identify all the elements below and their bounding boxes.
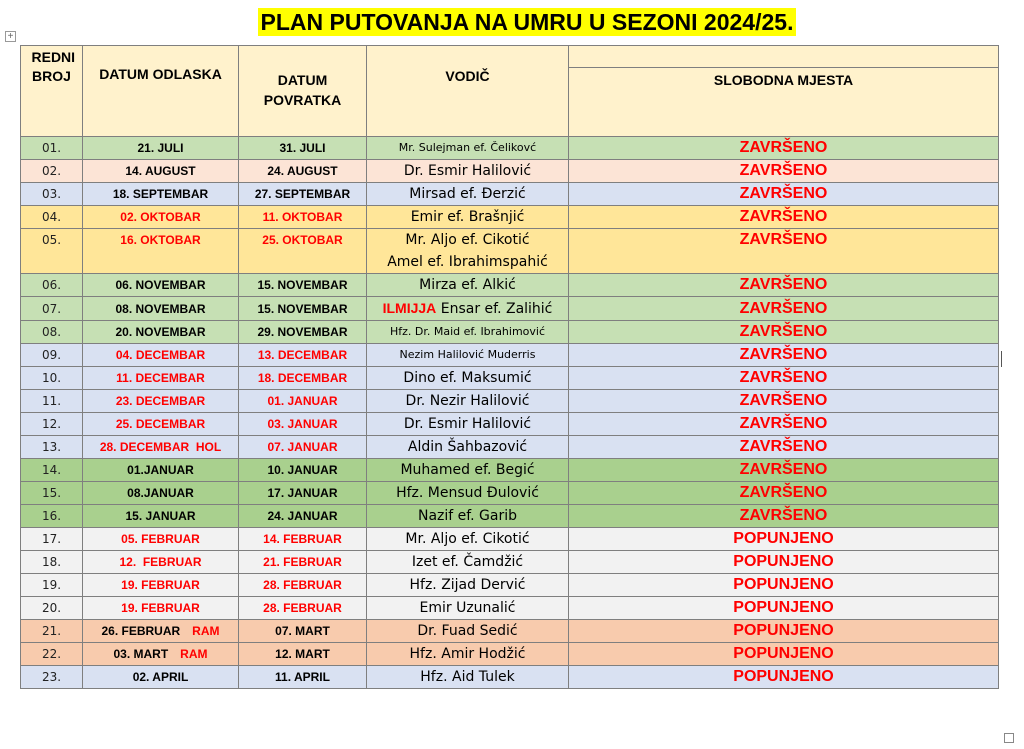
guide-name bbox=[367, 666, 569, 689]
departure-date bbox=[83, 505, 239, 528]
status-badge: ZAVRŠENO bbox=[569, 274, 999, 297]
guide-name-text: Izet ef. Čamdžić bbox=[411, 554, 524, 570]
guide-name bbox=[367, 643, 569, 666]
status-badge: ZAVRŠENO bbox=[569, 160, 999, 183]
return-date: 17. JANUAR bbox=[239, 482, 367, 505]
guide-name bbox=[367, 436, 569, 459]
guide-name bbox=[367, 482, 569, 505]
guide-name-text: Mr. Aljo ef. Cikotić bbox=[405, 232, 530, 248]
guide-name-text: Mr. Sulejman ef. Čelikovć bbox=[398, 141, 537, 154]
status-badge: ZAVRŠENO bbox=[569, 297, 999, 321]
table-body bbox=[21, 137, 999, 689]
status-badge: POPUNJENO bbox=[569, 528, 999, 551]
departure-date-text: 08. NOVEMBAR bbox=[115, 301, 206, 316]
departure-date bbox=[83, 297, 239, 321]
row-number: 23. bbox=[21, 666, 83, 689]
departure-date bbox=[83, 367, 239, 390]
guide-name bbox=[367, 528, 569, 551]
return-date: 07. JANUAR bbox=[239, 436, 367, 459]
status-badge: ZAVRŠENO bbox=[569, 137, 999, 160]
status-badge: POPUNJENO bbox=[569, 666, 999, 689]
departure-date-text: 15. JANUAR bbox=[125, 509, 196, 523]
return-date: 14. FEBRUAR bbox=[239, 528, 367, 551]
departure-date bbox=[83, 274, 239, 297]
guide-name-text: Hfz. Dr. Maid ef. Ibrahimović bbox=[389, 325, 546, 338]
status-badge: ZAVRŠENO bbox=[569, 482, 999, 505]
departure-date-text: 05. FEBRUAR bbox=[121, 532, 200, 546]
row-number: 10. bbox=[21, 367, 83, 390]
status-badge: ZAVRŠENO bbox=[569, 183, 999, 206]
table-row bbox=[21, 321, 999, 344]
return-date: 07. MART bbox=[239, 620, 367, 643]
guide-name bbox=[367, 620, 569, 643]
departure-date bbox=[83, 482, 239, 505]
table-row bbox=[21, 344, 999, 367]
row-number: 05. bbox=[21, 229, 83, 274]
title-wrap bbox=[0, 8, 1024, 36]
guide-name bbox=[367, 321, 569, 344]
row-number: 11. bbox=[21, 390, 83, 413]
guide-name-text: Mr. Aljo ef. Cikotić bbox=[405, 531, 530, 547]
row-number: 14. bbox=[21, 459, 83, 482]
return-date: 13. DECEMBAR bbox=[239, 344, 367, 367]
row-number: 09. bbox=[21, 344, 83, 367]
return-date: 11. OKTOBAR bbox=[239, 206, 367, 229]
return-date: 27. SEPTEMBAR bbox=[239, 183, 367, 206]
status-badge: ZAVRŠENO bbox=[569, 505, 999, 528]
row-number: 02. bbox=[21, 160, 83, 183]
return-date: 15. NOVEMBAR bbox=[239, 274, 367, 297]
guide-name-text: Mirsad ef. Đerzić bbox=[409, 186, 526, 202]
guide-name-text: Nezim Halilović Muderris bbox=[399, 348, 536, 361]
row-number: 19. bbox=[21, 574, 83, 597]
guide-name-text: Dr. Fuad Sedić bbox=[417, 623, 518, 639]
row-number: 15. bbox=[21, 482, 83, 505]
guide-name bbox=[367, 367, 569, 390]
row-number: 20. bbox=[21, 597, 83, 620]
return-date: 24. AUGUST bbox=[239, 160, 367, 183]
departure-date bbox=[83, 620, 239, 643]
status-badge: POPUNJENO bbox=[569, 620, 999, 643]
departure-date-text: 25. DECEMBAR bbox=[115, 417, 206, 431]
return-date: 12. MART bbox=[239, 643, 367, 666]
departure-date-text: 04. DECEMBAR bbox=[115, 348, 206, 362]
status-badge: ZAVRŠENO bbox=[569, 436, 999, 459]
departure-date bbox=[83, 206, 239, 229]
return-date: 25. OKTOBAR bbox=[239, 229, 367, 274]
table-row bbox=[21, 482, 999, 505]
departure-date bbox=[83, 390, 239, 413]
departure-date-text: 06. NOVEMBAR bbox=[115, 278, 206, 292]
row-number: 06. bbox=[21, 274, 83, 297]
status-badge: POPUNJENO bbox=[569, 574, 999, 597]
status-badge: ZAVRŠENO bbox=[569, 321, 999, 344]
table-move-handle-icon[interactable]: + bbox=[5, 31, 16, 42]
table-row bbox=[21, 643, 999, 666]
guide-name-text: Mirza ef. Alkić bbox=[419, 277, 516, 293]
guide-name-text: Hfz. Amir Hodžić bbox=[409, 646, 526, 662]
guide-name bbox=[367, 505, 569, 528]
departure-date bbox=[83, 183, 239, 206]
departure-date-text: 03. MART bbox=[113, 647, 169, 661]
row-number: 03. bbox=[21, 183, 83, 206]
table-row bbox=[21, 367, 999, 390]
departure-date bbox=[83, 436, 239, 459]
status-badge: ZAVRŠENO bbox=[569, 459, 999, 482]
return-date: 01. JANUAR bbox=[239, 390, 367, 413]
departure-tag: RAM bbox=[180, 647, 208, 661]
table-row bbox=[21, 551, 999, 574]
status-badge: ZAVRŠENO bbox=[569, 206, 999, 229]
departure-date-text: 01.JANUAR bbox=[127, 463, 194, 477]
row-number: 01. bbox=[21, 137, 83, 160]
departure-date bbox=[83, 229, 239, 274]
departure-date-text: 21. JULI bbox=[137, 141, 184, 155]
departure-date bbox=[83, 574, 239, 597]
text-cursor bbox=[1001, 351, 1002, 367]
status-badge: POPUNJENO bbox=[569, 551, 999, 574]
status-badge: POPUNJENO bbox=[569, 643, 999, 666]
guide-name bbox=[367, 551, 569, 574]
return-date: 18. DECEMBAR bbox=[239, 367, 367, 390]
return-date: 11. APRIL bbox=[239, 666, 367, 689]
header-datum-povratka: DATUM POVRATKA bbox=[239, 46, 367, 137]
row-number: 07. bbox=[21, 297, 83, 321]
row-number: 22. bbox=[21, 643, 83, 666]
table-row bbox=[21, 666, 999, 689]
departure-date-text: 16. OKTOBAR bbox=[120, 233, 201, 247]
departure-date bbox=[83, 321, 239, 344]
guide-name bbox=[367, 206, 569, 229]
departure-date-text: 23. DECEMBAR bbox=[115, 394, 206, 408]
status-badge: ZAVRŠENO bbox=[569, 413, 999, 436]
guide-prefix: ILMIJJA bbox=[382, 300, 437, 316]
guide-name bbox=[367, 574, 569, 597]
guide-name bbox=[367, 459, 569, 482]
departure-date-text: 20. NOVEMBAR bbox=[115, 325, 206, 339]
guide-name-text: Emir Uzunalić bbox=[419, 600, 516, 616]
guide-name-text: Hfz. Zijad Dervić bbox=[409, 577, 526, 593]
guide-name bbox=[367, 297, 569, 321]
guide-name-text: Hfz. Aid Tulek bbox=[420, 669, 515, 685]
header-row bbox=[21, 46, 999, 68]
guide-name bbox=[367, 390, 569, 413]
table-row bbox=[21, 160, 999, 183]
departure-date bbox=[83, 137, 239, 160]
departure-date bbox=[83, 344, 239, 367]
header-redni-broj: REDNI BROJ bbox=[21, 46, 83, 137]
departure-date-text: 28. DECEMBAR HOL bbox=[99, 440, 222, 454]
guide-name-text: Aldin Šahbazović bbox=[407, 439, 528, 455]
departure-date bbox=[83, 597, 239, 620]
row-number: 17. bbox=[21, 528, 83, 551]
table-row bbox=[21, 390, 999, 413]
table-row bbox=[21, 597, 999, 620]
table-row bbox=[21, 574, 999, 597]
return-date: 29. NOVEMBAR bbox=[239, 321, 367, 344]
departure-date bbox=[83, 459, 239, 482]
guide-name bbox=[367, 183, 569, 206]
return-date: 10. JANUAR bbox=[239, 459, 367, 482]
table-row bbox=[21, 297, 999, 321]
table-row bbox=[21, 413, 999, 436]
status-badge: ZAVRŠENO bbox=[569, 344, 999, 367]
departure-date bbox=[83, 413, 239, 436]
header-slobodna-mjesta: SLOBODNA MJESTA bbox=[569, 67, 999, 136]
table-row bbox=[21, 137, 999, 160]
departure-date bbox=[83, 551, 239, 574]
return-date: 21. FEBRUAR bbox=[239, 551, 367, 574]
guide-name bbox=[367, 413, 569, 436]
guide-name-text: Muhamed ef. Begić bbox=[400, 462, 535, 478]
header-vodic: VODIČ bbox=[367, 46, 569, 137]
header-spacer bbox=[569, 46, 999, 68]
return-date: 03. JANUAR bbox=[239, 413, 367, 436]
table-row bbox=[21, 183, 999, 206]
departure-date-text: 02. OKTOBAR bbox=[120, 210, 201, 224]
row-number: 21. bbox=[21, 620, 83, 643]
return-date: 24. JANUAR bbox=[239, 505, 367, 528]
guide-name bbox=[367, 274, 569, 297]
guide-name bbox=[367, 229, 569, 274]
departure-date bbox=[83, 528, 239, 551]
row-number: 13. bbox=[21, 436, 83, 459]
guide-name-text: Hfz. Mensud Đulović bbox=[396, 485, 539, 501]
table-resize-handle-icon[interactable] bbox=[1004, 733, 1014, 743]
page-title: PLAN PUTOVANJA NA UMRU U SEZONI 2024/25. bbox=[258, 8, 797, 36]
return-date: 28. FEBRUAR bbox=[239, 597, 367, 620]
guide-name-text: Emir ef. Brašnjić bbox=[410, 209, 525, 225]
departure-date-text: 26. FEBRUAR bbox=[101, 624, 181, 638]
table-row bbox=[21, 505, 999, 528]
departure-date-text: 02. APRIL bbox=[132, 670, 189, 684]
guide-name-text: Dino ef. Maksumić bbox=[403, 370, 532, 386]
departure-date-text: 18. SEPTEMBAR bbox=[112, 187, 209, 201]
departure-date-text: 14. AUGUST bbox=[125, 164, 196, 178]
status-badge: ZAVRŠENO bbox=[569, 390, 999, 413]
departure-date-text: 11. DECEMBAR bbox=[116, 371, 205, 385]
row-number: 12. bbox=[21, 413, 83, 436]
guide-name-text: Dr. Esmir Halilović bbox=[403, 416, 532, 432]
status-badge: POPUNJENO bbox=[569, 597, 999, 620]
departure-date-text: 19. FEBRUAR bbox=[121, 578, 200, 592]
table-row bbox=[21, 620, 999, 643]
return-date: 28. FEBRUAR bbox=[239, 574, 367, 597]
departure-date-text: 19. FEBRUAR bbox=[121, 601, 200, 615]
guide-name bbox=[367, 344, 569, 367]
guide-name-text: Nazif ef. Garib bbox=[417, 508, 518, 524]
guide-name bbox=[367, 160, 569, 183]
departure-date bbox=[83, 666, 239, 689]
return-date: 31. JULI bbox=[239, 137, 367, 160]
table-row bbox=[21, 274, 999, 297]
guide-name-text: Ensar ef. Zalihić bbox=[440, 301, 553, 317]
row-number: 04. bbox=[21, 206, 83, 229]
return-date: 15. NOVEMBAR bbox=[239, 297, 367, 321]
departure-date-text: 08.JANUAR bbox=[127, 486, 194, 500]
row-number: 08. bbox=[21, 321, 83, 344]
guide-name-second: Amel ef. Ibrahimspahić bbox=[387, 254, 548, 270]
departure-date bbox=[83, 160, 239, 183]
header-datum-odlaska: DATUM ODLASKA bbox=[83, 46, 239, 137]
row-number: 18. bbox=[21, 551, 83, 574]
table-row bbox=[21, 459, 999, 482]
table-row bbox=[21, 229, 999, 274]
table-row bbox=[21, 206, 999, 229]
departure-date-text: 12. FEBRUAR bbox=[119, 555, 202, 569]
guide-name-text: Dr. Nezir Halilović bbox=[405, 393, 530, 409]
guide-name bbox=[367, 137, 569, 160]
guide-name bbox=[367, 597, 569, 620]
status-badge: ZAVRŠENO bbox=[569, 367, 999, 390]
table-row bbox=[21, 528, 999, 551]
row-number: 16. bbox=[21, 505, 83, 528]
departure-tag: RAM bbox=[192, 624, 220, 638]
table-row bbox=[21, 436, 999, 459]
departure-date bbox=[83, 643, 239, 666]
status-badge: ZAVRŠENO bbox=[569, 229, 999, 274]
travel-plan-table bbox=[20, 45, 999, 689]
guide-name-text: Dr. Esmir Halilović bbox=[403, 163, 532, 179]
